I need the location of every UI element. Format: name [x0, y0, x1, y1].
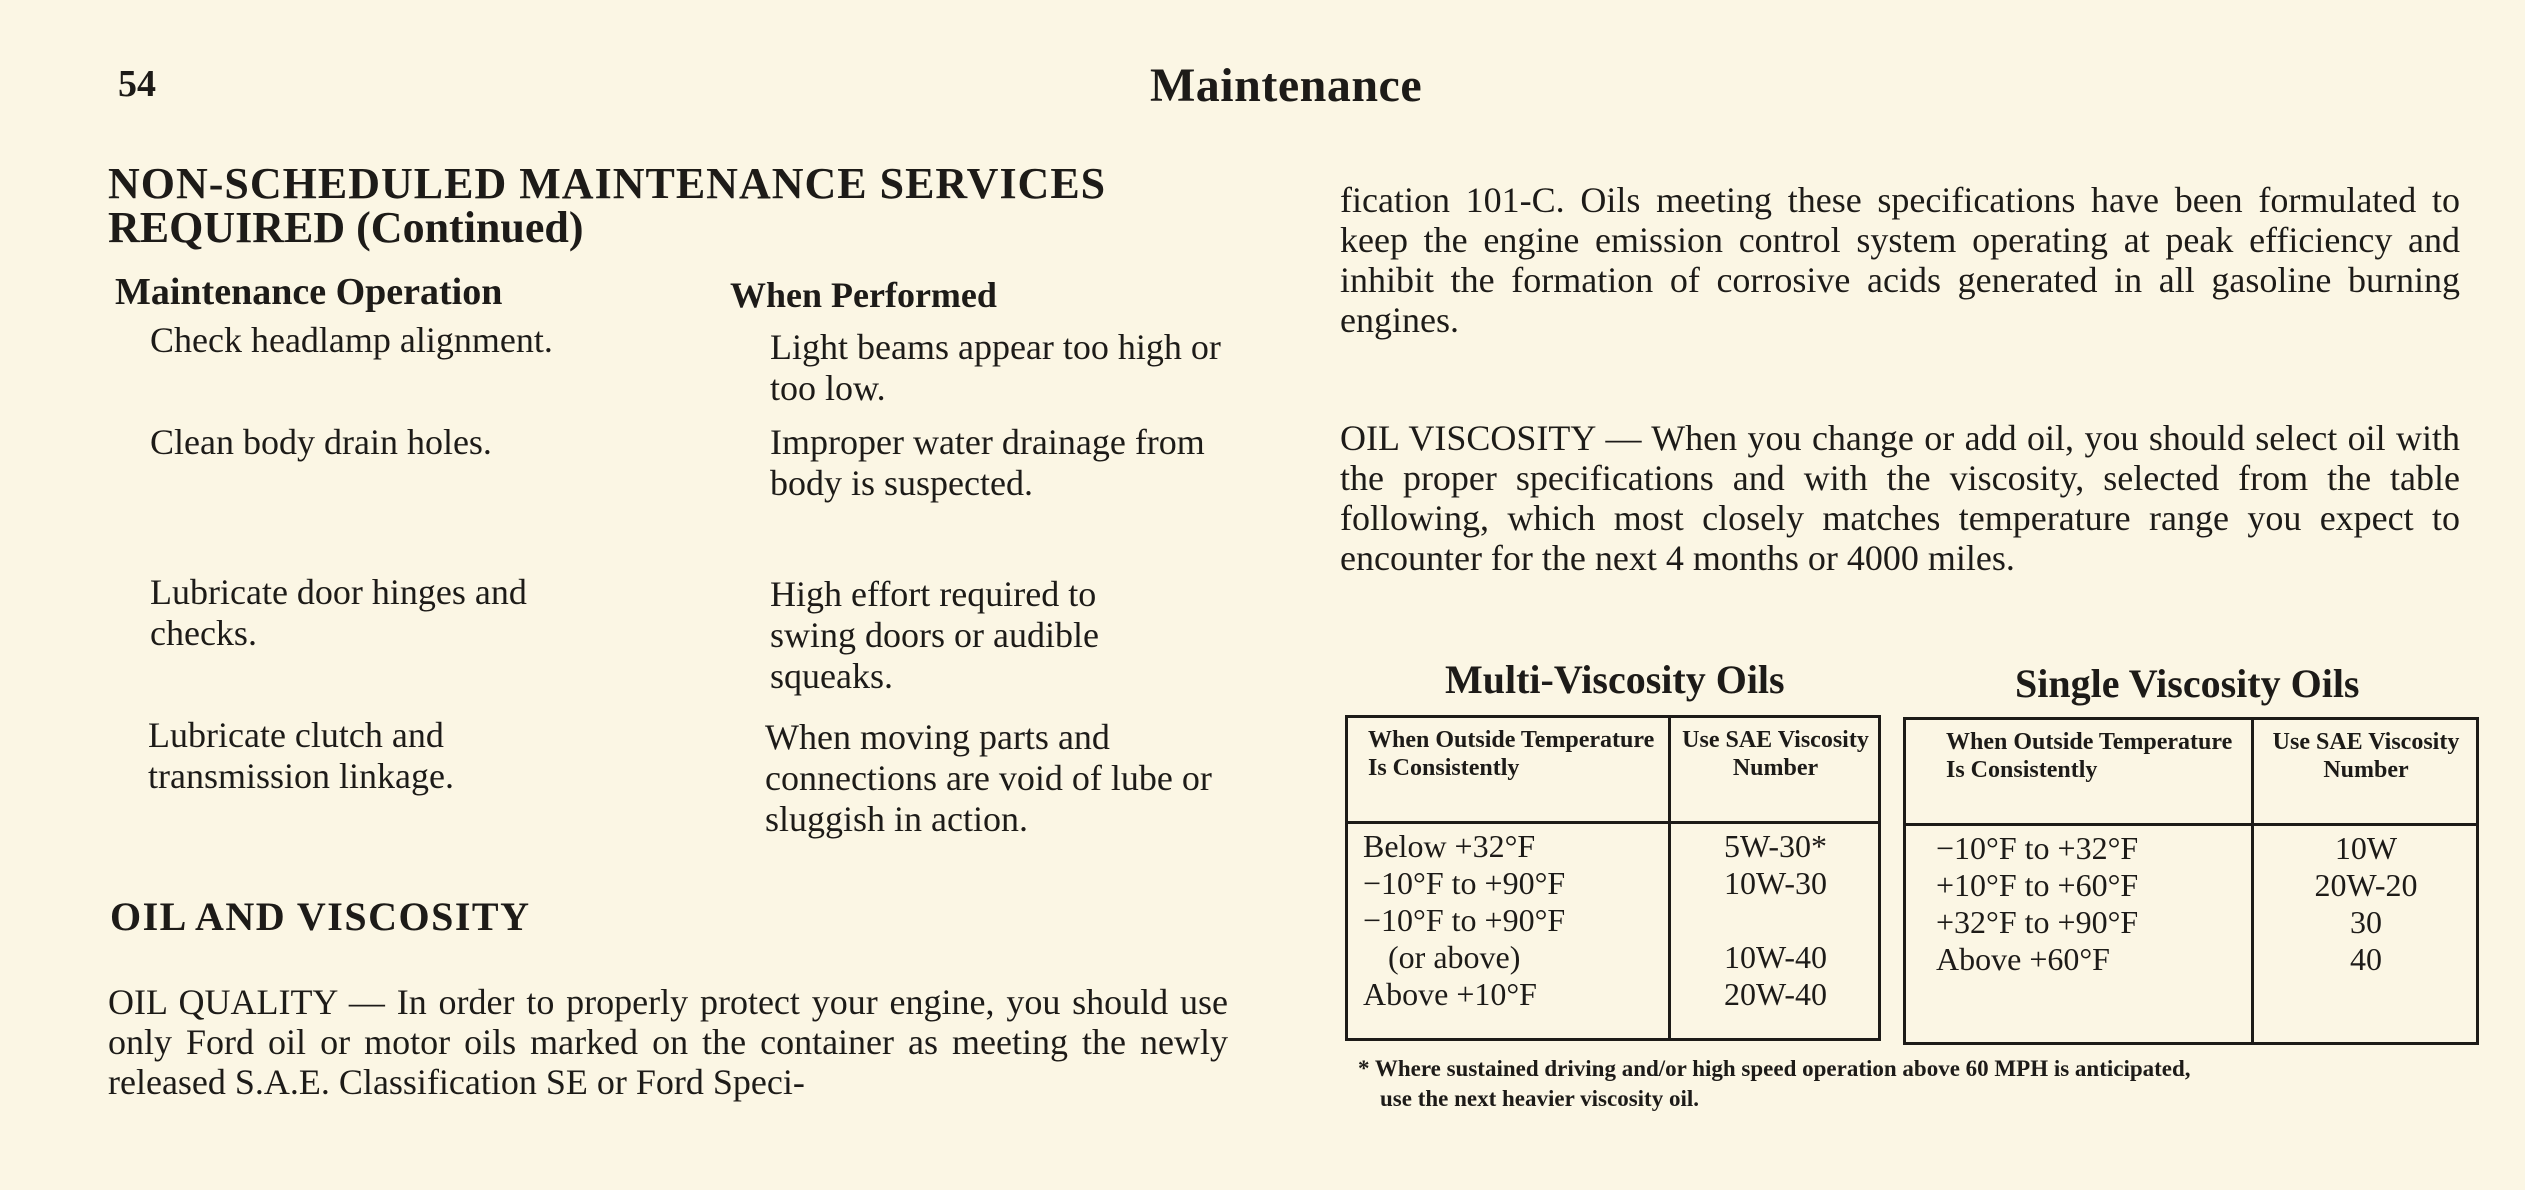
temp-cell: −10°F to +90°F: [1363, 865, 1566, 901]
table-row: [1906, 867, 2476, 904]
operation-cell: Check headlamp alignment.: [150, 320, 553, 360]
oil-quality-paragraph: OIL QUALITY — In order to properly protect your engine, you should use only Ford oil or motor oils marked on the container as meeting the newly released S.A.E. Classification SE or Ford Speci-: [108, 982, 1228, 1102]
col-when-performed: When Performed: [730, 275, 997, 315]
page-number: 54: [118, 63, 156, 105]
page-title: Maintenance: [1150, 59, 1423, 112]
non-scheduled-section: [108, 159, 1243, 252]
section-title: [108, 159, 1243, 252]
sae-cell: 10W: [2334, 830, 2398, 866]
sae-cell: 20W-40: [1723, 976, 1828, 1012]
operation-cell: Lubricate door hinges and checks.: [150, 572, 527, 653]
temp-cell: Above +10°F: [1363, 976, 1537, 1012]
single-viscosity-title: Single Viscosity Oils: [2015, 661, 2360, 706]
table-row: [1906, 904, 2476, 941]
temp-cell: +32°F to +90°F: [1936, 904, 2139, 940]
operation-cell: Clean body drain holes.: [150, 422, 492, 462]
when-cell: High effort required to swing doors or audible squeaks.: [770, 574, 1099, 696]
footnote-line-2: use the next heavier viscosity oil.: [1380, 1086, 1699, 1111]
table-row: [1348, 902, 1878, 939]
footnote-line-1: * Where sustained driving and/or high speed operation above 60 MPH is anticipated,: [1358, 1056, 2191, 1081]
oil-viscosity-paragraph: OIL VISCOSITY — When you change or add oil, you should select oil with the proper specifications and with the viscosity, selected from the table following, which most closely matches temperature range you expect to encounter for the next 4 months or 4000 miles.: [1340, 418, 2460, 578]
section-title-main: NON-SCHEDULED MAINTENANCE SERVICES: [108, 159, 1107, 208]
table-row: [1348, 828, 1878, 865]
header-temperature: When Outside Temperature Is Consistently: [1946, 729, 2233, 783]
sae-cell: 5W-30*: [1723, 828, 1828, 864]
multi-viscosity-title: Multi-Viscosity Oils: [1445, 657, 1785, 702]
operation-cell: Lubricate clutch and transmission linkage.: [148, 715, 454, 796]
temp-cell: (or above): [1388, 939, 1521, 975]
table-row: [1906, 941, 2476, 978]
table-row: [1348, 865, 1878, 902]
when-cell: Improper water drainage from body is suspected.: [770, 422, 1205, 503]
sae-cell: 40: [2350, 941, 2382, 977]
temp-cell: Below +32°F: [1363, 828, 1536, 864]
single-viscosity-table: [1903, 717, 2479, 1045]
oil-quality-continued: fication 101-C. Oils meeting these specifications have been formulated to keep the engine emission control system operating at peak efficiency and inhibit the formation of corrosive acids generated in all gasoline burning engines.: [1340, 180, 2460, 340]
temp-cell: −10°F to +90°F: [1363, 902, 1566, 938]
header-temperature: When Outside Temperature Is Consistently: [1368, 727, 1655, 781]
table-row: [1348, 939, 1878, 976]
multi-viscosity-table: [1345, 715, 1881, 1041]
maintenance-table: [115, 270, 1221, 839]
header-sae-number: Use SAE Viscosity Number: [2272, 729, 2460, 783]
col-maintenance-operation: Maintenance Operation: [115, 271, 503, 313]
temp-cell: +10°F to +60°F: [1936, 867, 2139, 903]
oil-viscosity-heading: OIL AND VISCOSITY: [110, 894, 531, 939]
when-cell: When moving parts and connections are void of lube or sluggish in action.: [765, 717, 1212, 839]
table-row: [1906, 830, 2476, 867]
maintenance-table-header: [115, 270, 1215, 322]
sae-cell: 30: [2350, 904, 2382, 940]
temp-cell: −10°F to +32°F: [1936, 830, 2139, 866]
table-body: [1348, 828, 1878, 1013]
section-title-sub: REQUIRED (Continued): [108, 203, 584, 252]
sae-cell: 10W-40: [1723, 939, 1828, 975]
sae-cell: 20W-20: [2314, 867, 2418, 903]
header-sae-number: Use SAE Viscosity Number: [1682, 727, 1869, 781]
viscosity-footnote: [1358, 1054, 2478, 1114]
table-row: [1348, 976, 1878, 1013]
when-cell: Light beams appear too high or too low.: [770, 327, 1221, 408]
temp-cell: Above +60°F: [1936, 941, 2110, 977]
sae-cell: 10W-30: [1723, 865, 1828, 901]
table-body: [1906, 830, 2476, 978]
